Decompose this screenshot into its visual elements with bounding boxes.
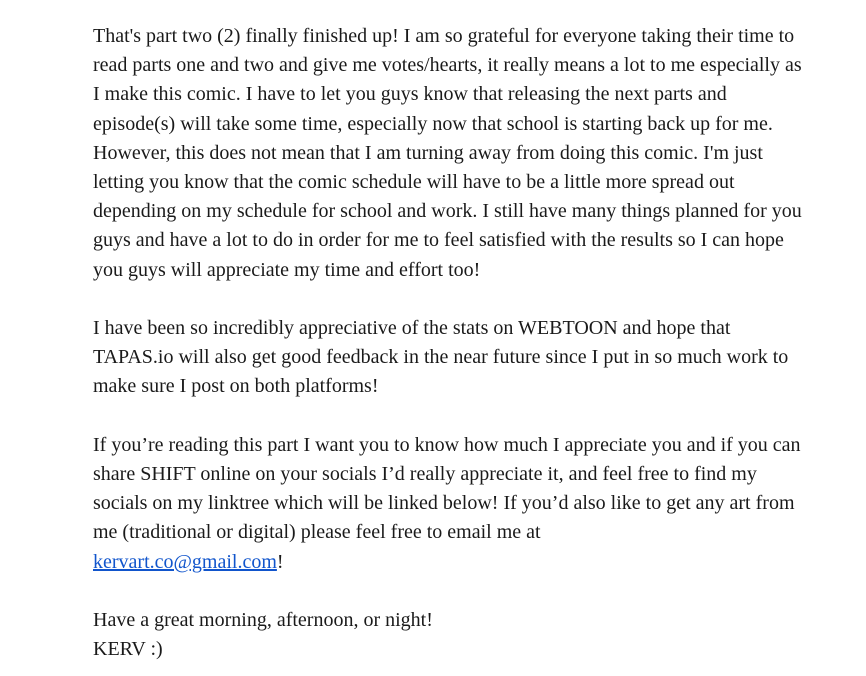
closing-line: Have a great morning, afternoon, or night! xyxy=(93,609,433,632)
document-body xyxy=(93,22,813,664)
share-text: If you’re reading this part I want you to know how much I appreciate you and if you can share SHIFT online on your socials I’d really appreciate it, and feel free to find my socials on my linktree which will be linked below! If you’d also like to get any art from me (traditional or digital) please feel free to email me at xyxy=(93,433,801,544)
email-link[interactable]: kervart.co@gmail.com xyxy=(93,550,277,573)
paragraph-intro: That's part two (2) finally finished up! I am so grateful for everyone taking their time to read parts one and two and give me votes/hearts, it really means a lot to me especially as I make this comic. I have to let you guys know that releasing the next parts and episode(s) will take some time, especially now that school is starting back up for me. However, this does not mean that I am turning away from doing this comic. I'm just letting you know that the comic schedule will have to be a little more spread out depending on my schedule for school and work. I still have many things planned for you guys and have a lot to do in order for me to feel satisfied with the results so I can hope you guys will appreciate my time and effort too! xyxy=(93,25,802,281)
signature: KERV :) xyxy=(93,638,163,661)
paragraph-stats: I have been so incredibly appreciative of the stats on WEBTOON and hope that TAPAS.io will also get good feedback in the near future since I put in so much work to make sure I post on both platforms! xyxy=(93,317,789,398)
paragraph-spacer xyxy=(93,285,813,314)
paragraph-spacer xyxy=(93,402,813,431)
paragraph-share xyxy=(93,431,813,577)
share-end: ! xyxy=(276,550,284,573)
paragraph-spacer xyxy=(93,577,813,606)
